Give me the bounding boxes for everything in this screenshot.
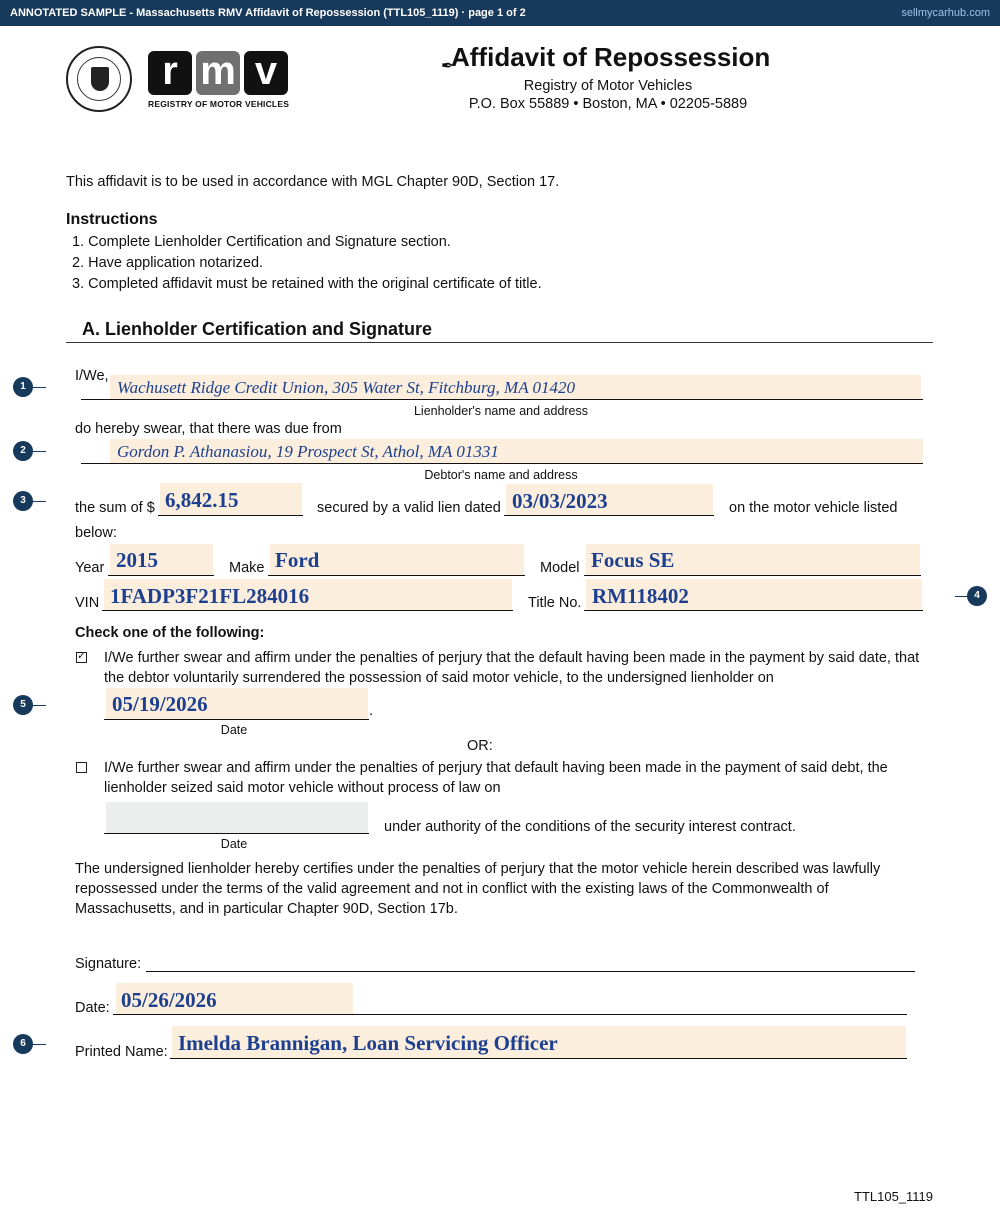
year-value: 2015 — [116, 548, 158, 572]
make-label: Make — [229, 560, 265, 576]
vehicle-text: on the motor vehicle listed — [729, 500, 898, 516]
title-no-value: RM118402 — [592, 584, 689, 608]
rmv-logo-v: v — [244, 51, 288, 95]
certification-text: The undersigned lienholder hereby certifies under the penalties of perjury that the motor vehicle herein described was lawfully repossessed under the terms of the valid agreement and not in conflict with the existing laws of the Commonwealth of Massachusetts, and in particular Chapter 90D, Section 17b. — [75, 861, 881, 917]
section-a-heading: A. Lienholder Certification and Signature — [82, 319, 433, 339]
annotation-marker: 5 — [13, 695, 33, 715]
option1-text: I/We further swear and affirm under the penalties of perjury that the default having been made in the payment by said date, that — [104, 650, 920, 666]
debtor-underline — [81, 463, 923, 464]
authority-text: under authority of the conditions of the security interest contract. — [384, 819, 796, 835]
instruction-item: 1. Complete Lienholder Certification and Signature section. — [72, 234, 451, 250]
rmv-logo-r: r — [148, 51, 192, 95]
vin-label: VIN — [75, 595, 100, 611]
period: . — [369, 703, 374, 719]
checkmark-icon: ✓ — [77, 650, 87, 662]
lienholder-underline — [81, 399, 923, 400]
printed-name-value: Imelda Brannigan, Loan Servicing Officer — [178, 1031, 558, 1055]
marker-leader — [32, 1044, 46, 1045]
seizure-date-underline — [104, 833, 369, 834]
model-underline — [584, 575, 921, 576]
annotation-banner — [0, 0, 1000, 26]
annotation-marker: 1 — [13, 377, 33, 397]
instruction-item: 3. Completed affidavit must be retained with the original certificate of title. — [72, 276, 542, 292]
option2-checkbox[interactable] — [76, 762, 87, 773]
make-value: Ford — [275, 548, 320, 572]
banner-site-link[interactable]: sellmycarhub.com — [901, 7, 990, 19]
vin-underline — [102, 610, 513, 611]
annotation-marker: 2 — [13, 441, 33, 461]
title-no-underline — [584, 610, 923, 611]
sum-label: the sum of $ — [75, 500, 155, 516]
year-label: Year — [75, 560, 105, 576]
printed-name-underline — [170, 1058, 907, 1059]
date-caption: Date — [220, 837, 248, 851]
or-text: OR: — [467, 738, 493, 754]
iwe-label: I/We, — [75, 368, 109, 384]
instructions-heading: Instructions — [66, 211, 158, 228]
debtor-value: Gordon P. Athanasiou, 19 Prospect St, Athol, MA 01331 — [117, 442, 499, 461]
marker-leader — [32, 451, 46, 452]
annotation-marker: 3 — [13, 491, 33, 511]
annotation-marker: 4 — [967, 586, 987, 606]
mouse-cursor-icon: ✒ — [441, 58, 455, 75]
marker-leader — [32, 387, 46, 388]
sum-underline — [158, 515, 303, 516]
marker-leader — [32, 501, 46, 502]
lien-label: secured by a valid lien dated — [317, 500, 501, 516]
vin-value: 1FADP3F21FL284016 — [110, 584, 310, 608]
year-underline — [108, 575, 214, 576]
section-divider — [66, 342, 933, 343]
signature-label: Signature: — [75, 956, 142, 972]
instruction-item: 2. Have application notarized. — [72, 255, 264, 271]
seizure-date-field[interactable] — [106, 802, 368, 833]
massachusetts-seal-icon — [66, 46, 132, 112]
model-label: Model — [540, 560, 580, 576]
header-address: P.O. Box 55889 • Boston, MA • 02205-5889 — [468, 96, 748, 112]
form-code: TTL105_1119 — [854, 1189, 934, 1204]
title-no-label: Title No. — [528, 595, 582, 611]
sign-date-underline — [113, 1014, 907, 1015]
surrender-date-underline — [104, 719, 369, 720]
header-agency: Registry of Motor Vehicles — [523, 78, 693, 94]
swear-text: do hereby swear, that there was due from — [75, 421, 342, 437]
below-text: below: — [75, 525, 117, 541]
intro-text: This affidavit is to be used in accordance with MGL Chapter 90D, Section 17. — [66, 174, 560, 190]
lienholder-value: Wachusett Ridge Credit Union, 305 Water St, Fitchburg, MA 01420 — [117, 378, 576, 397]
option2-text: lienholder seized said motor vehicle without process of law on — [104, 780, 501, 796]
signature-line[interactable] — [146, 971, 915, 972]
annotation-marker: 6 — [13, 1034, 33, 1054]
check-heading: Check one of the following: — [75, 625, 265, 641]
date-caption: Date — [220, 723, 248, 737]
make-underline — [268, 575, 525, 576]
sum-value: 6,842.15 — [165, 488, 239, 512]
option2-text: I/We further swear and affirm under the penalties of perjury that default having been made in the payment of said debt, the — [104, 760, 888, 776]
lien-date-value: 03/03/2023 — [512, 489, 608, 513]
lienholder-caption: Lienholder's name and address — [413, 404, 589, 418]
printed-name-label: Printed Name: — [75, 1044, 168, 1060]
document-title: Affidavit of Repossession — [451, 42, 771, 72]
rmv-logo-m: m — [196, 51, 240, 95]
debtor-caption: Debtor's name and address — [424, 468, 578, 482]
option1-checkbox[interactable] — [76, 652, 87, 663]
sign-date-value: 05/26/2026 — [121, 988, 217, 1012]
option1-text: the debtor voluntarily surrendered the possession of said motor vehicle, to the undersigned lienholder on — [104, 670, 774, 686]
banner-title: ANNOTATED SAMPLE - Massachusetts RMV Affidavit of Repossession (TTL105_1119) · page 1 of 2 — [10, 7, 526, 19]
rmv-logo-subtitle: REGISTRY OF MOTOR VEHICLES — [148, 99, 290, 109]
lien-date-underline — [504, 515, 714, 516]
marker-leader — [32, 705, 46, 706]
model-value: Focus SE — [591, 548, 675, 572]
surrender-date-value: 05/19/2026 — [112, 692, 208, 716]
date-label: Date: — [75, 1000, 110, 1016]
